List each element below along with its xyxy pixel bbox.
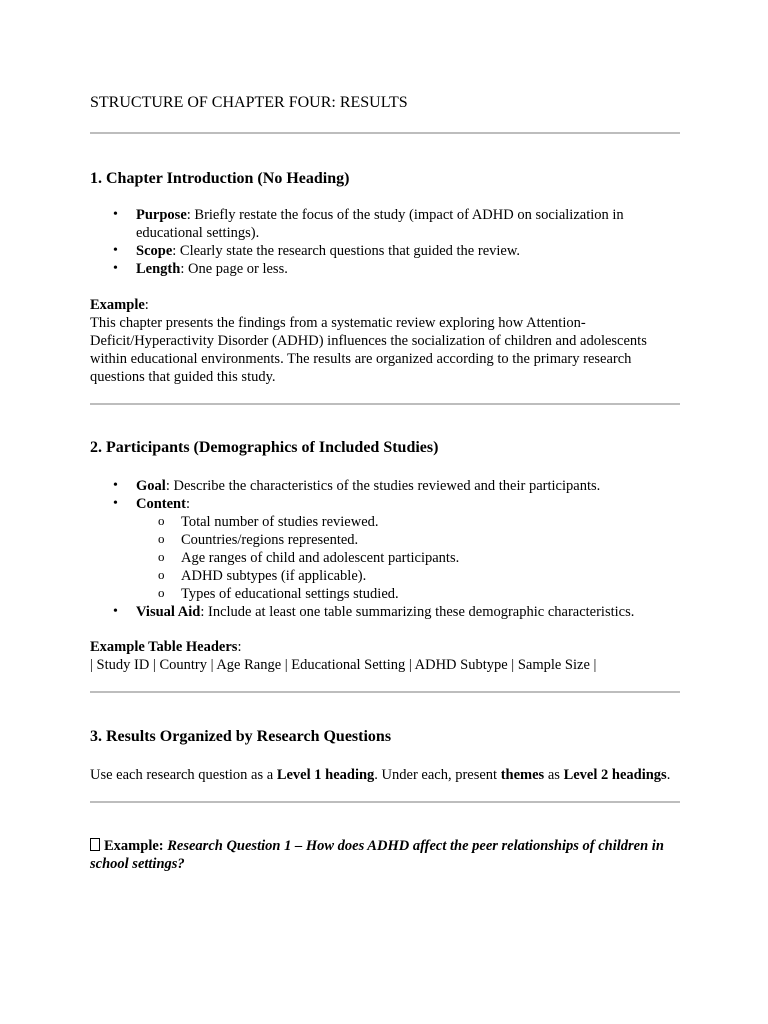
document-title: STRUCTURE OF CHAPTER FOUR: RESULTS — [90, 94, 408, 111]
section-1-heading: 1. Chapter Introduction (No Heading) — [90, 170, 350, 187]
list-item — [90, 477, 680, 495]
paragraph-bold: themes — [500, 767, 545, 783]
example-paragraph: This chapter presents the findings from a systematic review exploring how Attention-Deficit/Hyperactivity Disorder (ADHD) influences the socialization of children and adolescents within educational environments. The results are organized according to the primary research questions that guided this study. — [90, 315, 647, 385]
list-item — [90, 206, 680, 242]
table-headers-label-line — [90, 638, 680, 656]
section-3-heading: 3. Results Organized by Research Questions — [90, 728, 392, 745]
example-label-line — [90, 296, 680, 314]
content-sublist — [90, 513, 680, 603]
bullet-text: : Briefly restate the focus of the study (impact of ADHD on socialization in educational settings). — [136, 207, 624, 241]
bullet-text: : One page or less. — [180, 261, 288, 277]
bullet-text: : Clearly state the research questions that guided the review. — [172, 243, 520, 259]
document-content — [90, 93, 680, 873]
bullet-label: Scope — [136, 243, 173, 259]
example-question-line — [90, 837, 680, 873]
table-headers-text: | Study ID | Country | Age Range | Educational Setting | ADHD Subtype | Sample Size | — [90, 657, 597, 673]
table-headers-label: Example Table Headers — [90, 639, 238, 655]
bullet-text: : Include at least one table summarizing these demographic characteristics. — [200, 604, 635, 620]
table-headers-colon: : — [237, 639, 242, 655]
list-item — [90, 603, 680, 621]
paragraph-bold: Level 2 headings — [563, 767, 667, 783]
section-1-bullet-list — [90, 206, 680, 278]
list-item — [90, 495, 680, 603]
sublist-item: o Age ranges of child and adolescent participants. — [90, 549, 680, 567]
checkbox-icon — [90, 838, 100, 851]
sublist-item: o Types of educational settings studied. — [90, 585, 680, 603]
sublist-item: o Total number of studies reviewed. — [90, 513, 680, 531]
list-item — [90, 260, 680, 278]
bullet-label: Visual Aid — [136, 604, 201, 620]
paragraph-text: . — [666, 767, 671, 783]
bullet-label: Length — [136, 261, 181, 277]
list-item — [90, 242, 680, 260]
paragraph-text: Use each research question as a — [90, 767, 277, 783]
sublist-item: o ADHD subtypes (if applicable). — [90, 567, 680, 585]
paragraph-text: . Under each, present — [374, 767, 501, 783]
sublist-item: o Countries/regions represented. — [90, 531, 680, 549]
example-colon: : — [144, 297, 149, 313]
example-label: Example — [104, 838, 159, 854]
section-2-heading: 2. Participants (Demographics of Included Studies) — [90, 439, 439, 456]
section-2-bullet-list — [90, 477, 680, 621]
bullet-text: : — [185, 496, 190, 512]
bullet-label: Goal — [136, 478, 166, 494]
bullet-text: : Describe the characteristics of the studies reviewed and their participants. — [165, 478, 601, 494]
example-question: Research Question 1 – How does ADHD affect the peer relationships of children in school settings? — [90, 838, 664, 872]
bullet-label: Purpose — [136, 207, 187, 223]
bullet-label: Content — [136, 496, 186, 512]
paragraph-text: as — [544, 767, 564, 783]
example-colon: : — [158, 838, 168, 854]
section-3-paragraph — [90, 766, 680, 784]
paragraph-bold: Level 1 heading — [276, 767, 375, 783]
example-label: Example — [90, 297, 145, 313]
